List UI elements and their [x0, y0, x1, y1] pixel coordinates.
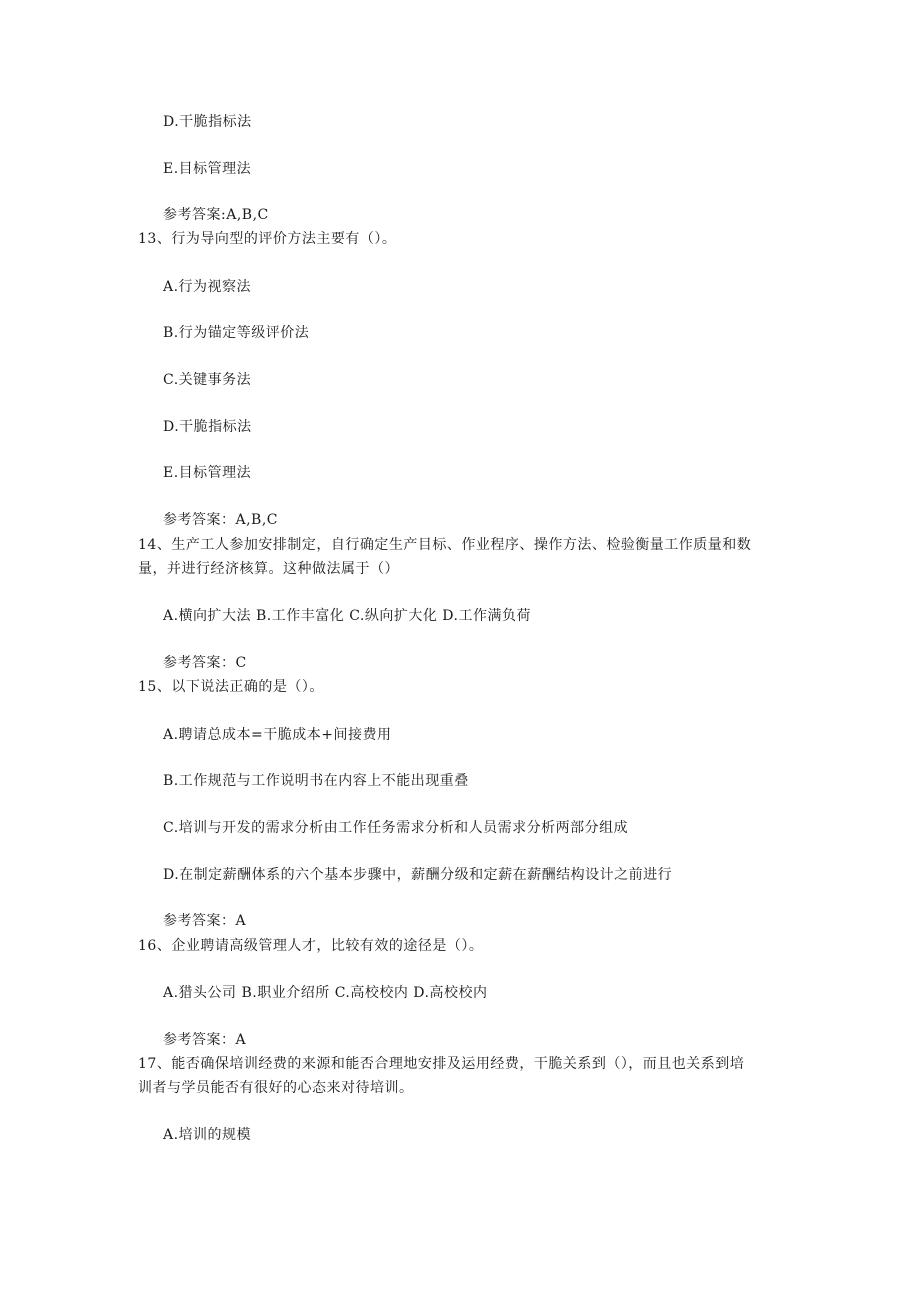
option-text: A.培训的规模	[163, 1127, 252, 1143]
option-text: A.聘请总成本=干脆成本+间接费用	[163, 727, 392, 743]
option-text: D.干脆指标法	[163, 114, 252, 130]
question-text: 13、行为导向型的评价方法主要有（）。	[138, 231, 397, 247]
option-text: A.横向扩大法 B.工作丰富化 C.纵向扩大化 D.工作满负荷	[163, 608, 531, 624]
option-text: A.猎头公司 B.职业介绍所 C.高校校内 D.高校校内	[163, 985, 488, 1001]
answer-text: 参考答案：A	[163, 913, 247, 929]
question-text: 15、以下说法正确的是（）。	[138, 679, 324, 695]
option-text: A.行为视察法	[163, 279, 252, 295]
option-text: C.关键事务法	[163, 372, 252, 388]
question-text: 16、企业聘请高级管理人才，比较有效的途径是（）。	[138, 938, 484, 954]
answer-text: 参考答案：A	[163, 1032, 247, 1048]
answer-text: 参考答案：C	[163, 655, 247, 671]
answer-text: 参考答案:A,B,C	[163, 207, 269, 223]
option-text: D.在制定薪酬体系的六个基本步骤中，薪酬分级和定薪在薪酬结构设计之前进行	[163, 867, 673, 883]
option-text: B.行为锚定等级评价法	[163, 325, 310, 341]
question-text: 14、生产工人参加安排制定，自行确定生产目标、作业程序、操作方法、检验衡量工作质量和数	[138, 537, 752, 553]
option-text: E.目标管理法	[163, 465, 252, 481]
question-text-continued: 量，并进行经济核算。这种做法属于（）	[138, 561, 399, 577]
option-text: B.工作规范与工作说明书在内容上不能出现重叠	[163, 773, 469, 789]
option-text: E.目标管理法	[163, 161, 252, 177]
question-text-continued: 训者与学员能否有很好的心态来对待培训。	[138, 1080, 414, 1096]
option-text: C.培训与开发的需求分析由工作任务需求分析和人员需求分析两部分组成	[163, 820, 629, 836]
answer-text: 参考答案：A,B,C	[163, 512, 279, 528]
question-text: 17、能否确保培训经费的来源和能否合理地安排及运用经费，干脆关系到（），而且也关系到培	[138, 1056, 745, 1072]
option-text: D.干脆指标法	[163, 419, 252, 435]
